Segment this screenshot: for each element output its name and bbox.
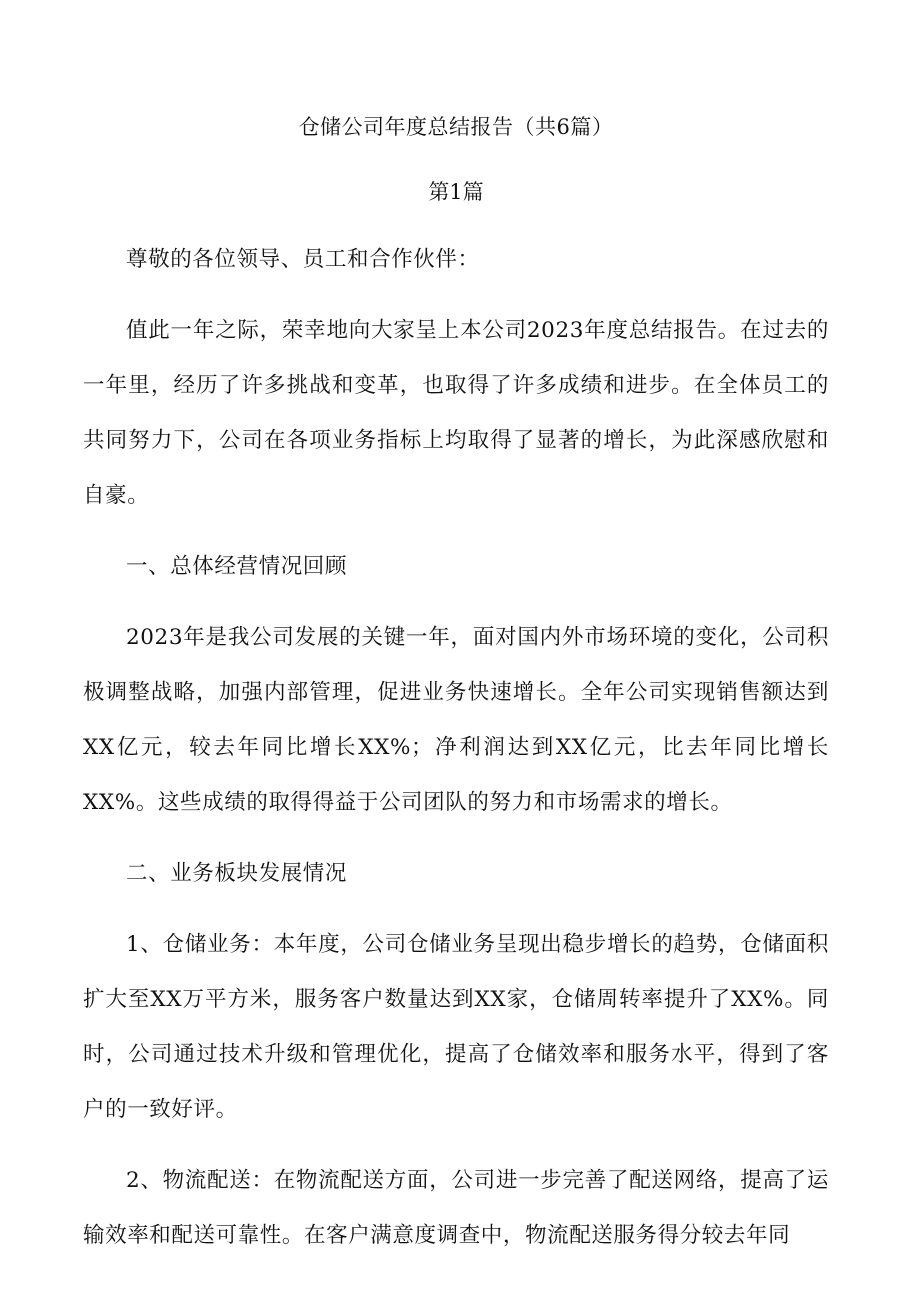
intro-paragraph: 值此一年之际，荣幸地向大家呈上本公司2023年度总结报告。在过去的一年里，经历了许多挑战和变革，也取得了许多成绩和进步。在全体员工的共同努力下，公司在各项业务指标上均取得了显著的增长，为此深感欣慰和自豪。: [83, 318, 829, 508]
part-label: 第1篇: [428, 180, 484, 204]
section-2-heading: 二、业务板块发展情况: [126, 861, 348, 886]
document-title: 仓储公司年度总结报告（共6篇）: [298, 115, 614, 139]
document-body: [83, 103, 829, 1263]
item-1-paragraph: 1、仓储业务：本年度，公司仓储业务呈现出稳步增长的趋势，仓储面积扩大至XX万平方米，服务客户数量达到XX家，仓储周转率提升了XX%。同时，公司通过技术升级和管理优化，提高了仓储效率和服务水平，得到了客户的一致好评。: [83, 932, 829, 1122]
item-2-paragraph: 2、物流配送：在物流配送方面，公司进一步完善了配送网络，提高了运输效率和配送可靠性。在客户满意度调查中，物流配送服务得分较去年同: [83, 1168, 829, 1248]
section-1-heading: 一、总体经营情况回顾: [126, 554, 348, 579]
section-1-paragraph: 2023年是我公司发展的关键一年，面对国内外市场环境的变化，公司积极调整战略，加强内部管理，促进业务快速增长。全年公司实现销售额达到XX亿元，较去年同比增长XX%；净利润达到XX亿元，比去年同比增长XX%。这些成绩的取得得益于公司团队的努力和市场需求的增长。: [83, 625, 829, 815]
greeting-paragraph: 尊敬的各位领导、员工和合作伙伴：: [126, 247, 480, 272]
